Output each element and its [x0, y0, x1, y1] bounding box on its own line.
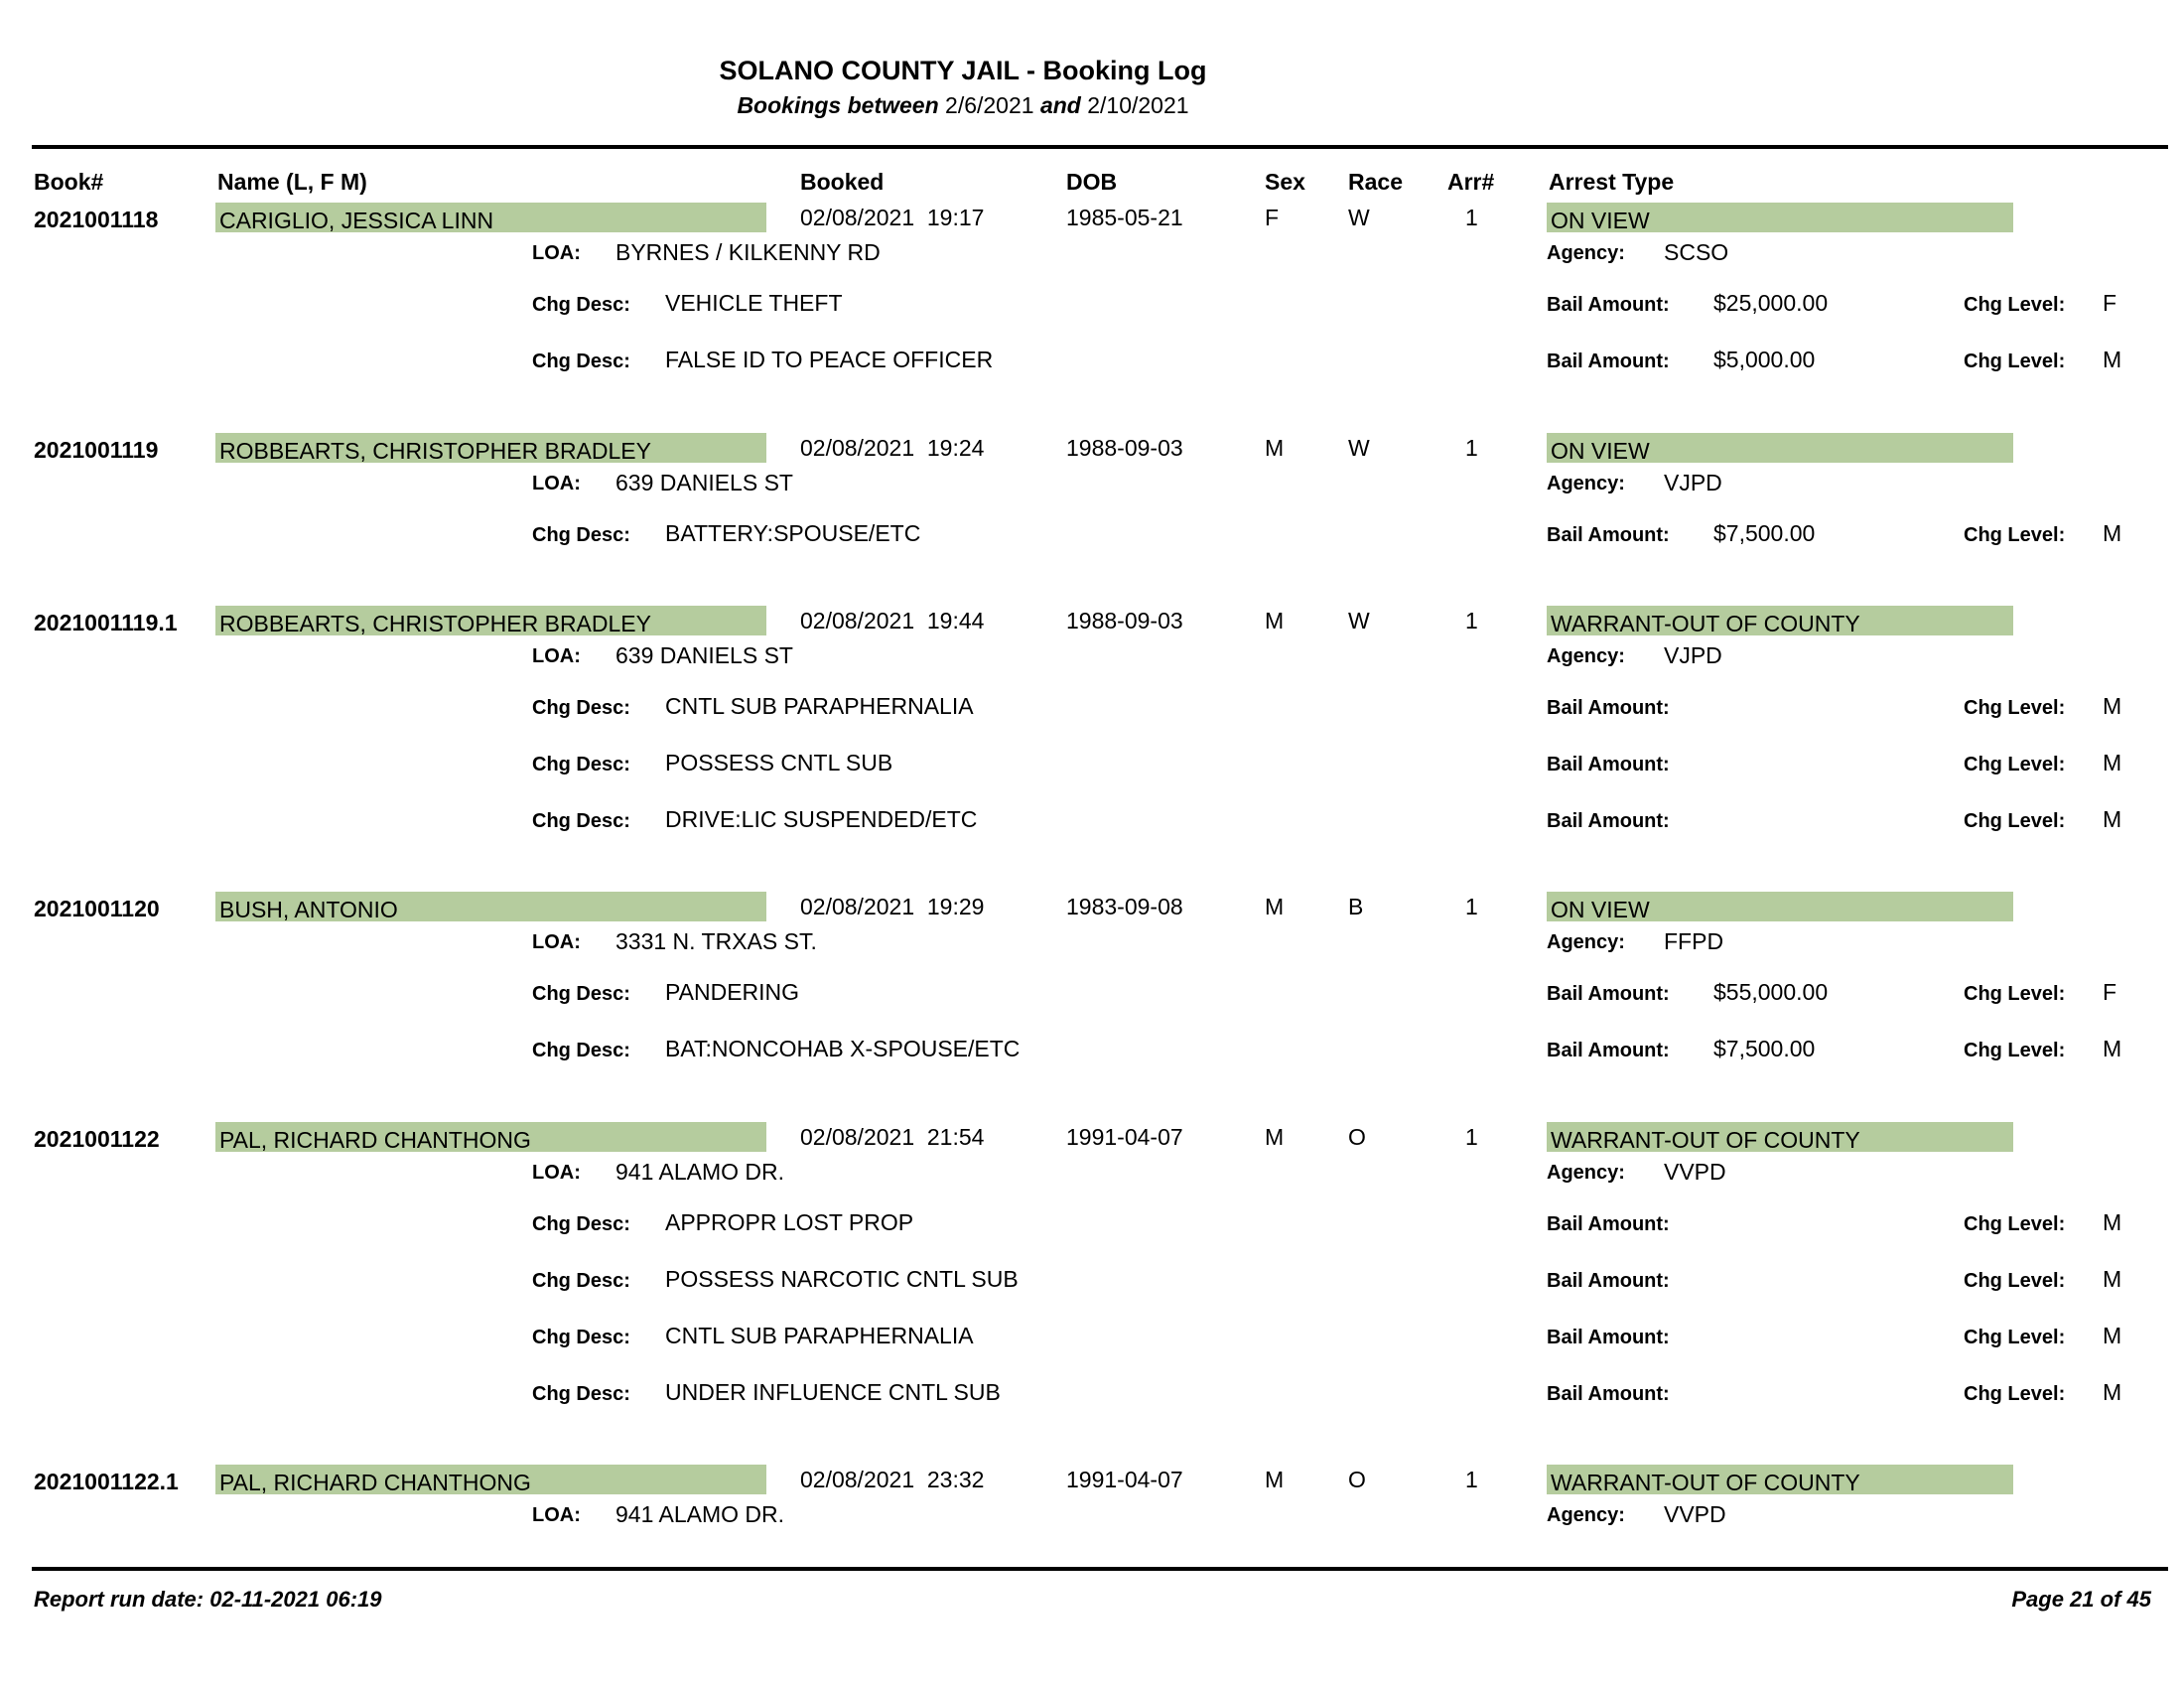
booked-datetime: 02/08/2021 19:29: [800, 894, 985, 919]
race-value: W: [1348, 435, 1370, 461]
booking-number: 2021001122: [34, 1126, 160, 1152]
charge-description: PANDERING: [665, 979, 800, 1005]
bail-amount-label: Bail Amount:: [1547, 754, 1670, 775]
agency-label: Agency:: [1547, 242, 1625, 264]
sex-value: M: [1265, 608, 1285, 633]
arrest-type: WARRANT-OUT OF COUNTY: [1547, 1465, 2013, 1494]
report-subtitle: [0, 92, 1926, 119]
agency-value: VVPD: [1664, 1159, 1726, 1185]
sex-value: M: [1265, 894, 1285, 919]
charge-level: F: [2103, 290, 2117, 316]
charge-level: F: [2103, 979, 2117, 1005]
date-of-birth: 1988-09-03: [1066, 608, 1183, 633]
charge-level-label: Chg Level:: [1964, 810, 2066, 832]
bail-amount-label: Bail Amount:: [1547, 1383, 1670, 1405]
arrest-count: 1: [1465, 1124, 1478, 1150]
loa-value: 639 DANIELS ST: [615, 470, 793, 495]
sex-value: M: [1265, 1467, 1285, 1492]
bail-amount-label: Bail Amount:: [1547, 1327, 1670, 1348]
bail-amount-label: Bail Amount:: [1547, 294, 1670, 316]
loa-label: LOA:: [532, 1162, 581, 1184]
agency-value: SCSO: [1664, 239, 1729, 265]
column-header-sex: Sex: [1265, 169, 1305, 195]
charge-desc-label: Chg Desc:: [532, 983, 630, 1005]
column-header-arr: Arr#: [1447, 169, 1495, 195]
bail-amount-label: Bail Amount:: [1547, 983, 1670, 1005]
loa-label: LOA:: [532, 473, 581, 494]
arrest-type: WARRANT-OUT OF COUNTY: [1547, 1122, 2013, 1152]
bail-amount: $7,500.00: [1713, 1036, 1816, 1061]
race-value: W: [1348, 205, 1370, 230]
charge-description: BATTERY:SPOUSE/ETC: [665, 520, 921, 546]
charge-desc-label: Chg Desc:: [532, 754, 630, 775]
column-header-race: Race: [1348, 169, 1403, 195]
date-of-birth: 1991-04-07: [1066, 1467, 1183, 1492]
date-of-birth: 1991-04-07: [1066, 1124, 1183, 1150]
charge-level: M: [2103, 1209, 2122, 1235]
bail-amount: $55,000.00: [1713, 979, 1829, 1005]
column-header-arrest-type: Arrest Type: [1549, 169, 1675, 195]
subtitle-prefix: Bookings between: [737, 92, 939, 118]
booking-number: 2021001120: [34, 896, 160, 921]
race-value: W: [1348, 608, 1370, 633]
booking-number: 2021001118: [34, 207, 159, 232]
charge-level: M: [2103, 520, 2122, 546]
agency-value: VVPD: [1664, 1501, 1726, 1527]
booked-datetime: 02/08/2021 19:17: [800, 205, 985, 230]
agency-value: VJPD: [1664, 642, 1722, 668]
bail-amount-label: Bail Amount:: [1547, 524, 1670, 546]
date-of-birth: 1988-09-03: [1066, 435, 1183, 461]
agency-label: Agency:: [1547, 931, 1625, 953]
column-header-dob: DOB: [1066, 169, 1118, 195]
inmate-name: ROBBEARTS, CHRISTOPHER BRADLEY: [215, 433, 766, 463]
charge-level-label: Chg Level:: [1964, 1383, 2066, 1405]
bail-amount: $5,000.00: [1713, 347, 1816, 372]
charge-description: CNTL SUB PARAPHERNALIA: [665, 1323, 974, 1348]
charge-level-label: Chg Level:: [1964, 1327, 2066, 1348]
charge-level: M: [2103, 1036, 2122, 1061]
column-header-booked: Booked: [800, 169, 885, 195]
sex-value: F: [1265, 205, 1280, 230]
race-value: O: [1348, 1124, 1366, 1150]
charge-level: M: [2103, 750, 2122, 775]
column-header-name: Name (L, F M): [217, 169, 367, 195]
charge-desc-label: Chg Desc:: [532, 524, 630, 546]
booked-datetime: 02/08/2021 21:54: [800, 1124, 985, 1150]
inmate-name: PAL, RICHARD CHANTHONG: [215, 1122, 766, 1152]
column-header-book: Book#: [34, 169, 104, 195]
charge-level-label: Chg Level:: [1964, 1213, 2066, 1235]
agency-value: FFPD: [1664, 928, 1724, 954]
bail-amount-label: Bail Amount:: [1547, 697, 1670, 719]
date-of-birth: 1985-05-21: [1066, 205, 1183, 230]
bail-amount-label: Bail Amount:: [1547, 351, 1670, 372]
arrest-count: 1: [1465, 1467, 1478, 1492]
footer-divider: [32, 1567, 2168, 1571]
booking-number: 2021001122.1: [34, 1469, 179, 1494]
charge-desc-label: Chg Desc:: [532, 1040, 630, 1061]
loa-label: LOA:: [532, 645, 581, 667]
report-title: SOLANO COUNTY JAIL - Booking Log: [719, 56, 1207, 85]
start-date: 2/6/2021: [945, 92, 1034, 118]
bail-amount-label: Bail Amount:: [1547, 1270, 1670, 1292]
charge-desc-label: Chg Desc:: [532, 1383, 630, 1405]
charge-desc-label: Chg Desc:: [532, 1327, 630, 1348]
agency-label: Agency:: [1547, 645, 1625, 667]
charge-level: M: [2103, 347, 2122, 372]
inmate-name: CARIGLIO, JESSICA LINN: [215, 203, 766, 232]
charge-desc-label: Chg Desc:: [532, 1270, 630, 1292]
header-divider: [32, 145, 2168, 149]
loa-label: LOA:: [532, 242, 581, 264]
booked-datetime: 02/08/2021 23:32: [800, 1467, 985, 1492]
date-of-birth: 1983-09-08: [1066, 894, 1183, 919]
bail-amount-label: Bail Amount:: [1547, 1213, 1670, 1235]
agency-label: Agency:: [1547, 1504, 1625, 1526]
charge-level-label: Chg Level:: [1964, 294, 2066, 316]
charge-description: UNDER INFLUENCE CNTL SUB: [665, 1379, 1001, 1405]
charge-description: BAT:NONCOHAB X-SPOUSE/ETC: [665, 1036, 1021, 1061]
charge-desc-label: Chg Desc:: [532, 810, 630, 832]
charge-description: VEHICLE THEFT: [665, 290, 843, 316]
charge-level: M: [2103, 1323, 2122, 1348]
charge-level: M: [2103, 693, 2122, 719]
arrest-count: 1: [1465, 608, 1478, 633]
charge-level-label: Chg Level:: [1964, 983, 2066, 1005]
charge-description: FALSE ID TO PEACE OFFICER: [665, 347, 994, 372]
charge-description: DRIVE:LIC SUSPENDED/ETC: [665, 806, 978, 832]
charge-description: CNTL SUB PARAPHERNALIA: [665, 693, 974, 719]
loa-value: 3331 N. TRXAS ST.: [615, 928, 817, 954]
charge-description: APPROPR LOST PROP: [665, 1209, 914, 1235]
charge-level-label: Chg Level:: [1964, 351, 2066, 372]
charge-level-label: Chg Level:: [1964, 1040, 2066, 1061]
charge-level: M: [2103, 1379, 2122, 1405]
booked-datetime: 02/08/2021 19:24: [800, 435, 985, 461]
page-number: Page 21 of 45: [2011, 1587, 2151, 1612]
race-value: O: [1348, 1467, 1366, 1492]
bail-amount-label: Bail Amount:: [1547, 1040, 1670, 1061]
arrest-type: WARRANT-OUT OF COUNTY: [1547, 606, 2013, 635]
loa-value: BYRNES / KILKENNY RD: [615, 239, 881, 265]
sex-value: M: [1265, 1124, 1285, 1150]
charge-level-label: Chg Level:: [1964, 524, 2066, 546]
charge-desc-label: Chg Desc:: [532, 1213, 630, 1235]
charge-level-label: Chg Level:: [1964, 697, 2066, 719]
arrest-type: ON VIEW: [1547, 433, 2013, 463]
arrest-type: ON VIEW: [1547, 203, 2013, 232]
inmate-name: PAL, RICHARD CHANTHONG: [215, 1465, 766, 1494]
charge-desc-label: Chg Desc:: [532, 294, 630, 316]
subtitle-and: and: [1039, 92, 1081, 118]
bail-amount-label: Bail Amount:: [1547, 810, 1670, 832]
loa-label: LOA:: [532, 931, 581, 953]
loa-value: 941 ALAMO DR.: [615, 1159, 785, 1185]
arrest-count: 1: [1465, 205, 1478, 230]
end-date: 2/10/2021: [1087, 92, 1189, 118]
loa-value: 639 DANIELS ST: [615, 642, 793, 668]
loa-value: 941 ALAMO DR.: [615, 1501, 785, 1527]
booked-datetime: 02/08/2021 19:44: [800, 608, 985, 633]
sex-value: M: [1265, 435, 1285, 461]
charge-description: POSSESS CNTL SUB: [665, 750, 893, 775]
agency-value: VJPD: [1664, 470, 1722, 495]
arrest-count: 1: [1465, 435, 1478, 461]
booking-number: 2021001119.1: [34, 610, 178, 635]
bail-amount: $7,500.00: [1713, 520, 1816, 546]
charge-level: M: [2103, 806, 2122, 832]
inmate-name: BUSH, ANTONIO: [215, 892, 766, 921]
arrest-type: ON VIEW: [1547, 892, 2013, 921]
booking-number: 2021001119: [34, 437, 159, 463]
loa-label: LOA:: [532, 1504, 581, 1526]
race-value: B: [1348, 894, 1364, 919]
charge-level: M: [2103, 1266, 2122, 1292]
agency-label: Agency:: [1547, 1162, 1625, 1184]
bail-amount: $25,000.00: [1713, 290, 1829, 316]
charge-desc-label: Chg Desc:: [532, 697, 630, 719]
charge-description: POSSESS NARCOTIC CNTL SUB: [665, 1266, 1019, 1292]
inmate-name: ROBBEARTS, CHRISTOPHER BRADLEY: [215, 606, 766, 635]
report-run-date: Report run date: 02-11-2021 06:19: [34, 1587, 382, 1612]
agency-label: Agency:: [1547, 473, 1625, 494]
arrest-count: 1: [1465, 894, 1478, 919]
charge-desc-label: Chg Desc:: [532, 351, 630, 372]
charge-level-label: Chg Level:: [1964, 754, 2066, 775]
charge-level-label: Chg Level:: [1964, 1270, 2066, 1292]
